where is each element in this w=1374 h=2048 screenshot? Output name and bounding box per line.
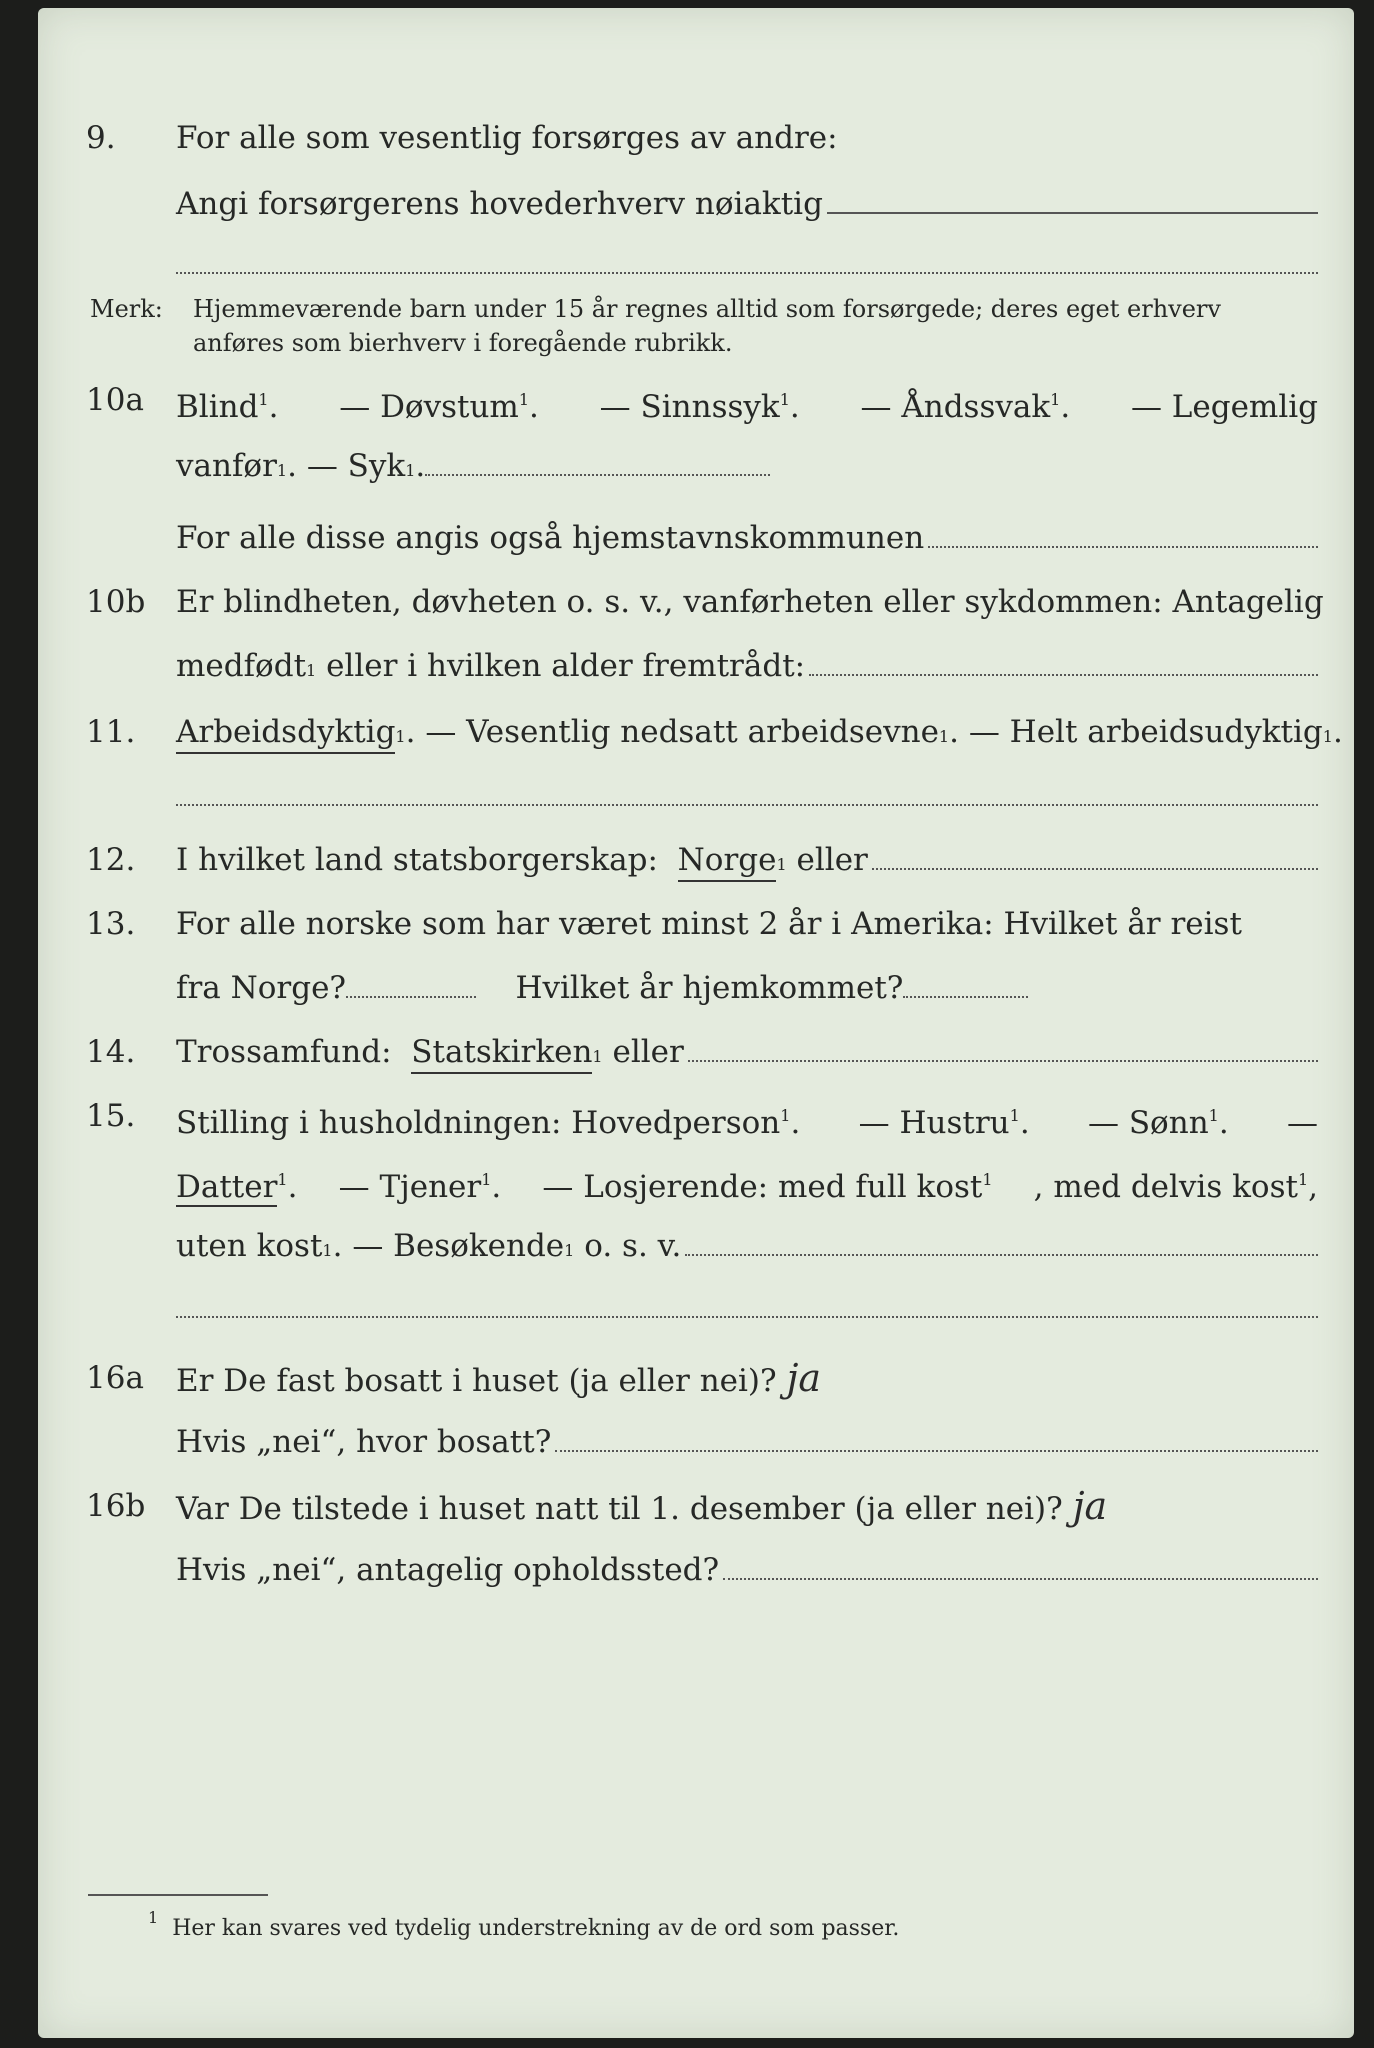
q16b-handwritten-answer[interactable]: ja — [1072, 1484, 1108, 1528]
q10a-legemlig[interactable]: — Legemlig — [1130, 389, 1318, 425]
q15-extra-line[interactable] — [176, 1316, 1318, 1318]
q15-uten-kost[interactable]: uten kost — [176, 1228, 323, 1264]
merk-text: Hjemmeværende barn under 15 år regnes alltid som forsørgede; deres eget erhverv anføres som bierhverv i foregående rubrikk. — [193, 295, 1221, 357]
q15-field[interactable] — [685, 1226, 1318, 1256]
q10a-hjemstavn-field[interactable] — [928, 518, 1318, 548]
q15-hovedperson[interactable]: Stilling i husholdningen: Hovedperson — [176, 1105, 781, 1141]
footnote — [148, 1908, 899, 1941]
q16a-bosatt-label: Hvis „nei“, hvor bosatt? — [176, 1424, 552, 1460]
q12-label: I hvilket land statsborgerskap: — [176, 842, 658, 878]
q10a-sinnssyk[interactable]: — Sinnssyk — [599, 389, 780, 425]
footnote-text: Her kan svares ved tydelig understrekning av de ord som passer. — [172, 1916, 900, 1941]
q11-arbeidsdyktig[interactable]: Arbeidsdyktig — [176, 712, 395, 754]
q16a-number: 16a — [86, 1360, 144, 1396]
q16b-opholdssted-field[interactable] — [723, 1550, 1318, 1580]
q12-field[interactable] — [872, 840, 1318, 870]
q12-norge[interactable]: Norge — [678, 840, 777, 882]
q15-sonn[interactable]: — Sønn — [1087, 1105, 1209, 1141]
q16b-label: Var De tilstede i huset natt til 1. desember (ja eller nei)? — [176, 1491, 1063, 1527]
q9-line1: For alle som vesentlig forsørges av andre: — [176, 120, 838, 156]
q13-line1: For alle norske som har været minst 2 år i Amerika: Hvilket år reist — [176, 906, 1242, 942]
q10b-line1: Er blindheten, døvheten o. s. v., vanførheten eller sykdommen: Antagelig — [176, 584, 1324, 620]
q14-statskirken[interactable]: Statskirken — [411, 1032, 592, 1074]
q16a-handwritten-answer[interactable]: ja — [786, 1356, 822, 1400]
q15-besokende[interactable]: — Besøkende — [352, 1228, 565, 1264]
q10a-syk[interactable]: — Syk — [306, 448, 406, 484]
q15-hustru[interactable]: — Hustru — [858, 1105, 1010, 1141]
q16b-opholdssted-label: Hvis „nei“, antagelig opholdssted? — [176, 1552, 720, 1588]
q15-comma: , — [1308, 1169, 1318, 1205]
q10a-dovstum[interactable]: — Døvstum — [339, 389, 519, 425]
q13-hjemkommet-label: Hvilket år hjemkommet? — [515, 970, 904, 1006]
q12-number: 12. — [86, 842, 136, 878]
footnote-mark: 1 — [148, 1908, 159, 1927]
q9-answer-field[interactable] — [827, 184, 1318, 214]
q10a-hjemstavn-label: For alle disse angis også hjemstavnskommunen — [176, 520, 925, 556]
q14-number: 14. — [86, 1034, 136, 1070]
q9-number: 9. — [86, 120, 116, 156]
census-form-page: 9. For alle som vesentlig forsørges av andre: Angi forsørgerens hovederhverv nøiaktig Merk: Hjemmeværende barn under 15 år regnes alltid som forsørgede; deres eget erhverv anføres som bierhverv i foregående rubrikk. 10a Blind$^1$. — Døvstum$^1$. — Sinnssyk$^1$. — Åndssvak$^1$. — Legemlig vanfør 1 . — Syk 1 . For alle disse angis også hjemstavnskommunen 10b Er blindheten, døvheten o. s. v., vanførheten eller sykdommen: Antagelig medfødt 1 eller i hvilken alder fremtrådt: 11. Arbeidsdyktig 1 . — Vesentlig nedsatt arbeidsevne 1 . — Helt arbeidsudyktig 1 . 12. I hvilket land statsborgerskap: Norge 1 eller 13. For alle norske som har været minst 2 år i Amerika: Hvilket år reist fra Norge? Hvilket år hjemkommet? 14. Trossamfund: Statskirken 1 eller 15. Stilling i husholdningen: Hovedperson$^1$. — Hustru$^1$. — Sønn$^1$. — Datter$^1$. — Tjener$^1$. — Losjerende: med full kost$^1$ , med delvis kost$^1$, uten kost 1 . — Besøkende 1 o. s. v. 16a Er De fast bosatt i huset (ja eller nei)? ja Hvis „nei“, hvor bosatt? 16b Var De tilstede i huset natt til 1. desember (ja eller nei)? ja Hvis „nei“, antagelig opholdssted? $^1$ Her kan svares ved tydelig understrekning av de ord som passer. — [38, 8, 1354, 2038]
q14-eller: eller — [612, 1034, 684, 1070]
q13-number: 13. — [86, 906, 136, 942]
q10b-alder-label: eller i hvilken alder fremtrådt: — [326, 648, 806, 684]
q15-delvis-kost[interactable]: , med delvis kost — [1033, 1169, 1298, 1205]
q9-extra-line[interactable] — [176, 272, 1318, 274]
q11-number: 11. — [86, 714, 136, 750]
q10b-field[interactable] — [809, 646, 1318, 676]
q10b-medfodt[interactable]: medfødt — [176, 648, 307, 684]
q11-nedsatt[interactable]: — Vesentlig nedsatt arbeidsevne — [425, 714, 939, 750]
q13-reist-label: fra Norge? — [176, 970, 347, 1006]
q10a-number: 10a — [86, 382, 144, 418]
q16a-bosatt-field[interactable] — [555, 1422, 1318, 1452]
q9-line2: Angi forsørgerens hovederhverv nøiaktig — [176, 186, 823, 222]
merk-label: Merk: — [90, 295, 163, 323]
q10a-syk-field[interactable] — [425, 448, 770, 476]
q11-udyktig[interactable]: — Helt arbeidsudyktig — [968, 714, 1323, 750]
q14-field[interactable] — [688, 1032, 1318, 1062]
q15-tjener[interactable]: — Tjener — [338, 1169, 482, 1205]
q10b-number: 10b — [86, 584, 146, 620]
q15-number: 15. — [86, 1098, 136, 1134]
q12-eller: eller — [796, 842, 868, 878]
q15-datter[interactable]: Datter — [176, 1169, 278, 1205]
q10a-andssvak[interactable]: — Åndssvak — [860, 389, 1051, 425]
q15-full-kost[interactable]: — Losjerende: med full kost — [542, 1169, 983, 1205]
q13-hjemkommet-field[interactable] — [903, 970, 1028, 998]
q10a-blind[interactable]: Blind — [176, 389, 259, 425]
q15-dash: — — [1287, 1105, 1318, 1141]
q15-osv: o. s. v. — [584, 1228, 682, 1264]
q14-label: Trossamfund: — [176, 1034, 392, 1070]
footnote-divider — [88, 1894, 268, 1896]
q16a-label: Er De fast bosatt i huset (ja eller nei)? — [176, 1363, 777, 1399]
q13-reist-field[interactable] — [346, 970, 476, 998]
q11-extra-line[interactable] — [176, 804, 1318, 806]
q16b-number: 16b — [86, 1488, 146, 1524]
q10a-vanfor[interactable]: vanfør — [176, 448, 277, 484]
